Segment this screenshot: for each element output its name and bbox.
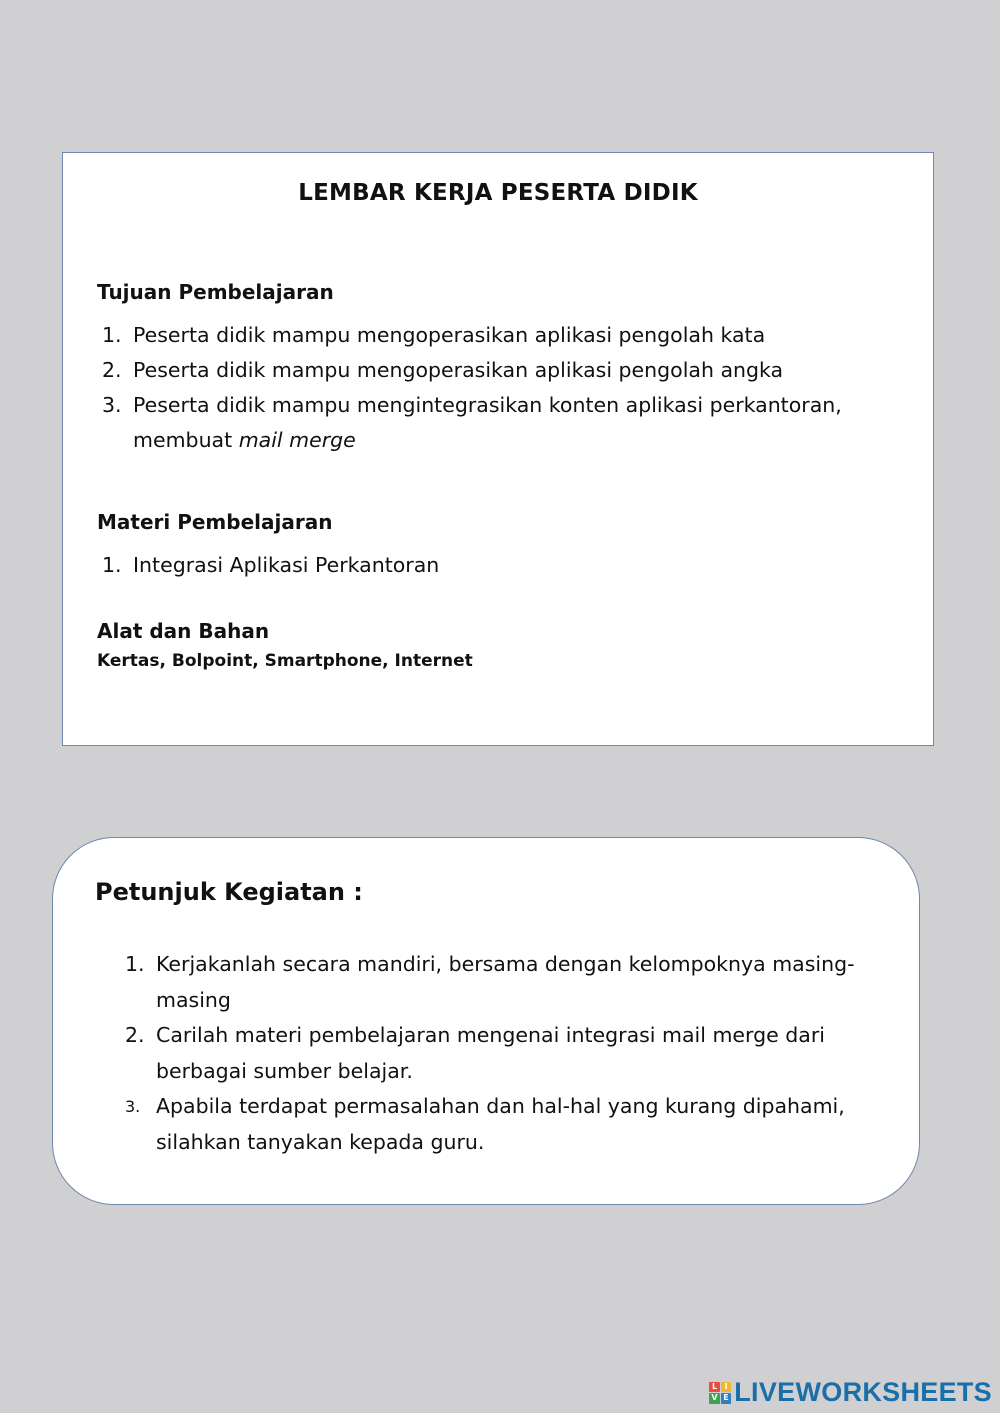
list-text: Carilah materi pembelajaran mengenai integrasi mail merge dari berbagai sumber belajar.	[156, 1023, 825, 1083]
list-text-cont: membuat	[133, 428, 239, 452]
list-number: 3.	[102, 393, 122, 417]
list-number: 2.	[125, 1023, 145, 1047]
list-item	[95, 1018, 877, 1089]
materi-list	[97, 548, 899, 583]
list-text: Integrasi Aplikasi Perkantoran	[133, 553, 440, 577]
logo-letter-i: I	[721, 1382, 732, 1393]
list-number: 1.	[102, 323, 122, 347]
worksheet-info-card	[62, 152, 934, 746]
logo-letter-e: E	[721, 1393, 732, 1404]
liveworksheets-logo-icon	[709, 1382, 731, 1404]
materi-heading: Materi Pembelajaran	[97, 510, 333, 534]
alat-heading: Alat dan Bahan	[97, 619, 270, 643]
list-number: 1.	[102, 553, 122, 577]
petunjuk-list	[95, 947, 877, 1160]
alat-text: Kertas, Bolpoint, Smartphone, Internet	[97, 651, 473, 671]
list-text: Apabila terdapat permasalahan dan hal-hal yang kurang dipahami, silahkan tanyakan kepada guru.	[156, 1094, 845, 1154]
tujuan-list	[97, 318, 899, 458]
tujuan-heading: Tujuan Pembelajaran	[97, 280, 334, 304]
list-number: 2.	[102, 358, 122, 382]
list-number: 3.	[125, 1097, 141, 1116]
petunjuk-card	[52, 837, 920, 1205]
list-number: 1.	[125, 952, 145, 976]
worksheet-title: LEMBAR KERJA PESERTA DIDIK	[298, 180, 698, 206]
list-item	[97, 548, 899, 583]
list-item	[95, 947, 877, 1018]
logo-letter-l: L	[709, 1382, 720, 1393]
list-text: Kerjakanlah secara mandiri, bersama dengan kelompoknya masing-masing	[156, 952, 855, 1012]
list-item	[95, 1089, 877, 1160]
petunjuk-title: Petunjuk Kegiatan :	[95, 878, 363, 906]
list-item	[97, 388, 899, 458]
liveworksheets-brand[interactable]	[709, 1377, 992, 1408]
list-text: Peserta didik mampu mengoperasikan aplikasi pengolah kata	[133, 323, 766, 347]
list-item	[97, 353, 899, 388]
list-item	[97, 318, 899, 353]
list-text: Peserta didik mampu mengoperasikan aplikasi pengolah angka	[133, 358, 784, 382]
list-text: Peserta didik mampu mengintegrasikan konten aplikasi perkantoran,	[133, 393, 842, 417]
mail-merge-term: mail merge	[238, 428, 356, 452]
logo-letter-v: V	[709, 1393, 720, 1404]
liveworksheets-logo-text: LIVEWORKSHEETS	[734, 1377, 992, 1407]
